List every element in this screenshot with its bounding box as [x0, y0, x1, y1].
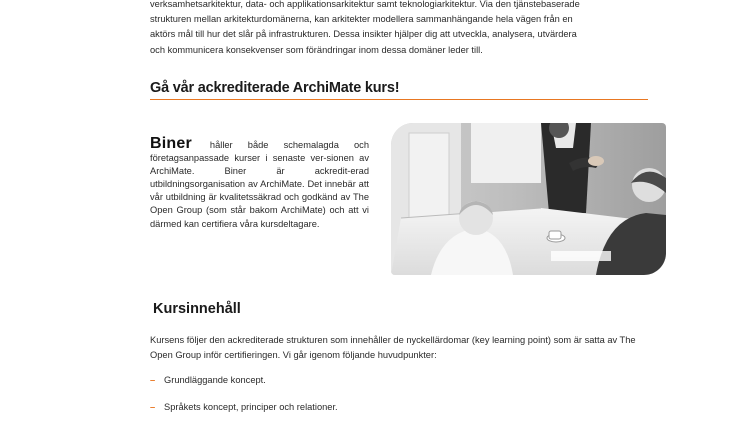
list-item [150, 374, 338, 387]
intro-line: verksamhetsarkitektur, data- och applikationsarkitektur samt teknologiarkitektur. Via den tjänstebaserade [150, 0, 580, 9]
kursinnehall-heading: Kursinnehåll [153, 301, 241, 317]
list-item-text: Grundläggande koncept. [164, 375, 266, 385]
kursinnehall-text: Kursens följer den ackrediterade strukturen som innehåller de nyckellärdomar (key learning point) som är satta av The Open Group inför certifieringen. Vi går igenom följande huvudpunkter: [150, 335, 636, 360]
bullet-dash: – [150, 402, 156, 412]
intro-paragraph [150, 0, 660, 58]
key-points-list [150, 374, 338, 428]
intro-line: strukturen mellan arkitekturdomänerna, kan arkitekter modellera sammanhängande hela vägen från en [150, 14, 573, 25]
intro-line: och kommunicera konsekvenser som förändringar inom dessa domäner leder till. [150, 44, 483, 55]
section-heading: Gå vår ackrediterade ArchiMate kurs! [150, 80, 648, 100]
intro-line: aktörs mål till hur det slår på infrastrukturen. Dessa insikter hjälper dig att utveckla, analysera, utvärdera [150, 29, 577, 40]
list-item-text: Språkets koncept, principer och relationer. [164, 402, 338, 412]
biner-text: håller både schemalagda och företagsanpassade kurser i senaste ver-sionen av ArchiMate. Biner är ackredit-erad utbildningsorganisation av ArchiMate. Det innebär att vår utbildning är kvalitetssäkrad och godkänd av The Open Group (som står bakom ArchiMate) och att vi därmed kan certifiera våra kursdeltagare. [150, 140, 369, 229]
meeting-photo-illustration [391, 123, 666, 275]
biner-description [150, 137, 369, 231]
biner-brand: Biner [150, 135, 192, 152]
course-photo [391, 123, 666, 275]
bullet-dash: – [150, 375, 156, 385]
list-item [150, 401, 338, 414]
